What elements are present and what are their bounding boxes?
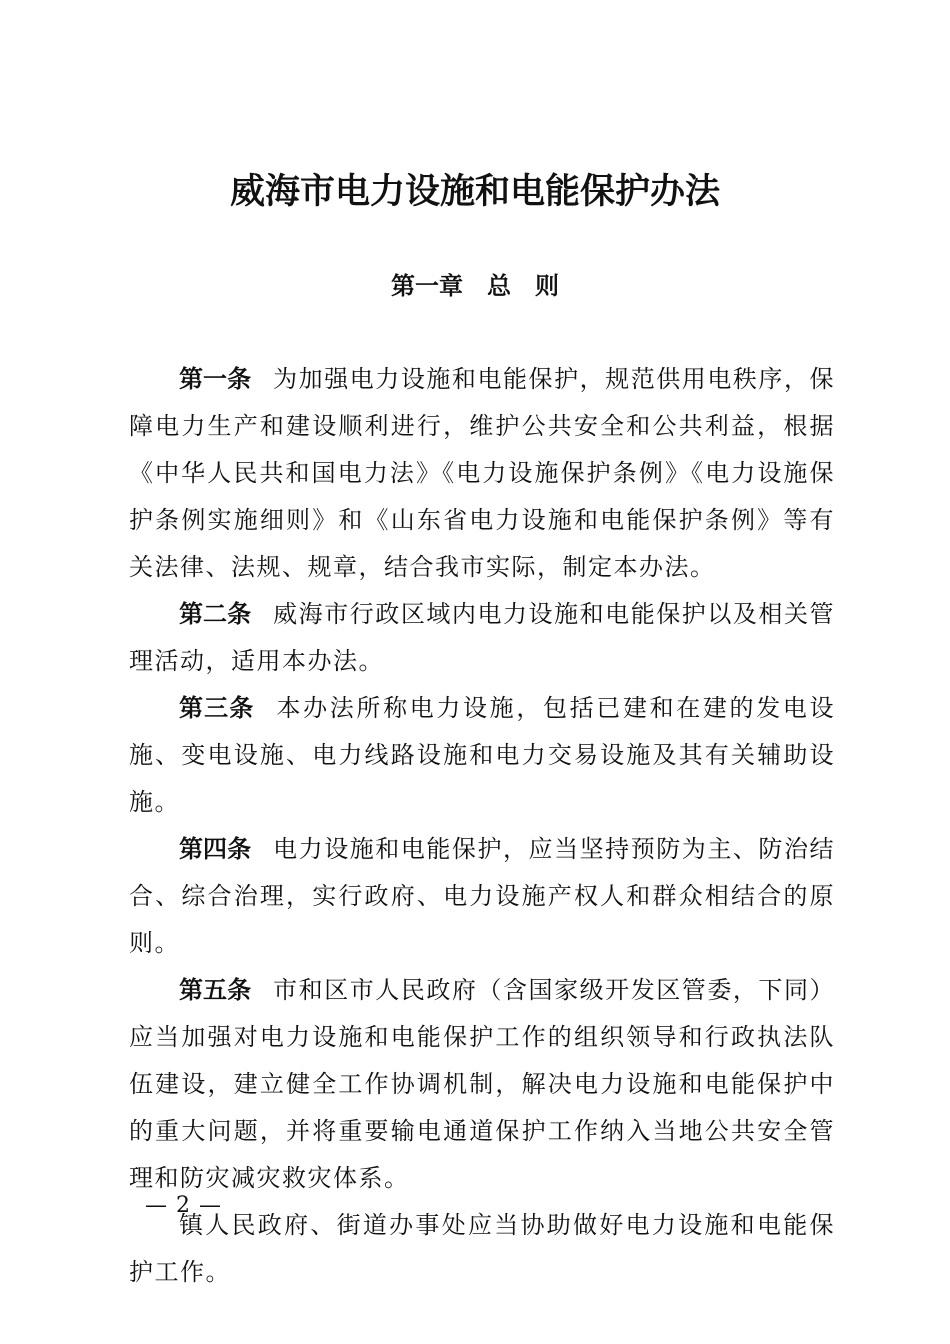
article-paragraph [129,826,835,967]
article-number: 第二条 [179,600,252,628]
article-text: 本办法所称电力设施，包括已建和在建的发电设施、变电设施、电力线路设施和电力交易设施及其有关辅助设施。 [129,694,836,816]
article-paragraph [129,967,835,1202]
article-paragraph [129,685,835,826]
article-text: 为加强电力设施和电能保护，规范供用电秩序，保障电力生产和建设顺利进行，维护公共安全和公共利益，根据《中华人民共和国电力法》《电力设施保护条例》《电力设施保护条例实施细则》和《山东省电力设施和电能保护条例》等有关法律、法规、规章，结合我市实际，制定本办法。 [129,365,835,581]
article-number: 第四条 [179,835,252,863]
article-paragraph [129,356,835,591]
article-text: 威海市行政区域内电力设施和电能保护以及相关管理活动，适用本办法。 [129,600,835,675]
article-number: 第三条 [179,694,255,722]
chapter-heading: 第一章 总 则 [391,272,559,300]
page-number: — 2 — [145,1193,222,1218]
document-body [129,356,835,1296]
body-paragraph: 镇人民政府、街道办事处应当协助做好电力设施和电能保护工作。 [129,1211,835,1286]
document-title: 威海市电力设施和电能保护办法 [229,171,720,212]
article-text: 电力设施和电能保护，应当坚持预防为主、防治结合、综合治理，实行政府、电力设施产权人和群众相结合的原则。 [129,835,835,957]
article-number: 第五条 [179,976,252,1004]
article-text: 市和区市人民政府（含国家级开发区管委，下同）应当加强对电力设施和电能保护工作的组织领导和行政执法队伍建设，建立健全工作协调机制，解决电力设施和电能保护中的重大问题，并将重要输电通道保护工作纳入当地公共安全管理和防灾减灾救灾体系。 [129,976,835,1192]
article-number: 第一条 [179,365,252,393]
article-paragraph [129,591,835,685]
